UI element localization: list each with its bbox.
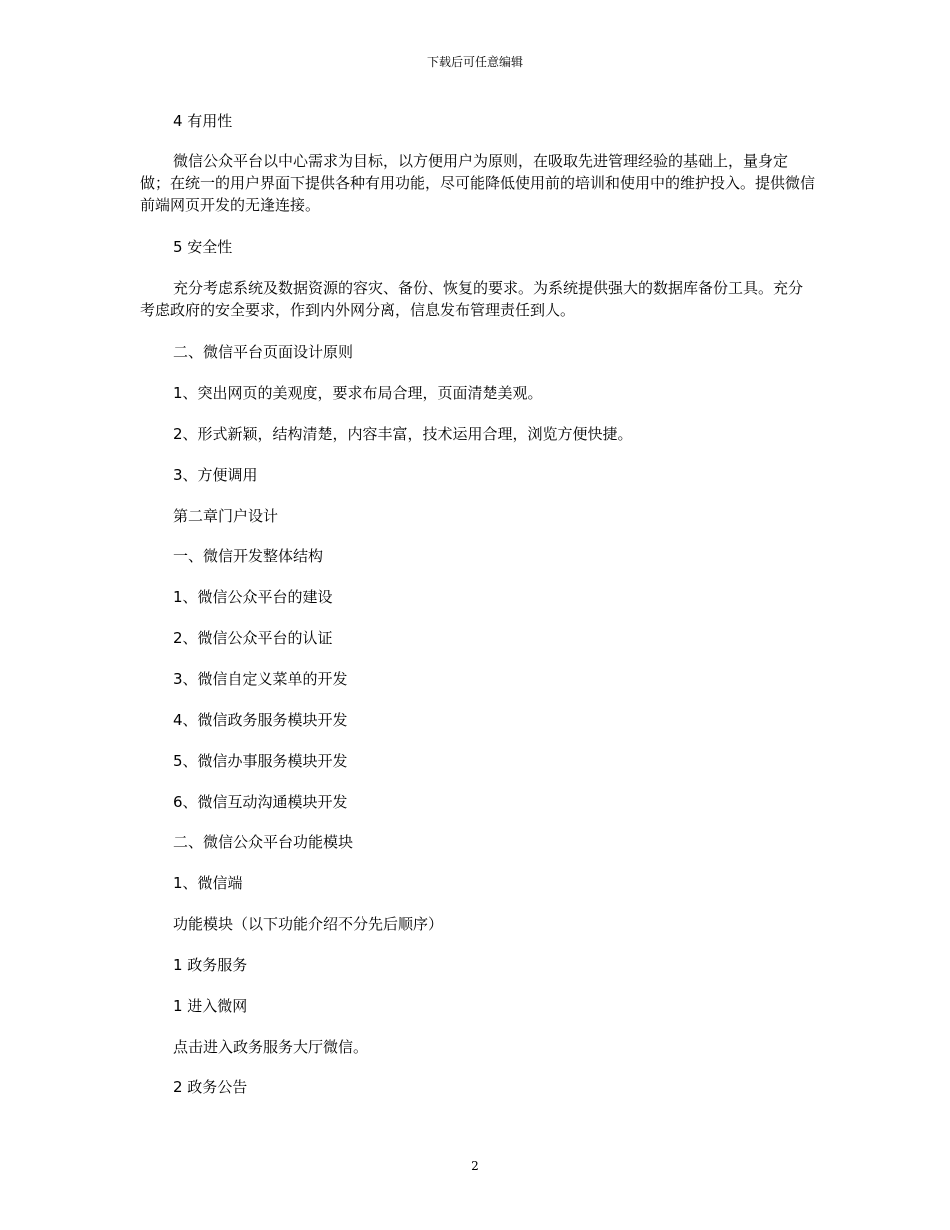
list-item: 1、突出网页的美观度，要求布局合理，页面清楚美观。 <box>173 384 543 402</box>
section-heading-page-design: 二、微信平台页面设计原则 <box>173 343 354 361</box>
list-item: 5、微信办事服务模块开发 <box>173 752 348 770</box>
section-heading-function-modules: 二、微信公众平台功能模块 <box>173 833 354 851</box>
list-item: 2、形式新颖，结构清楚，内容丰富，技术运用合理，浏览方便快捷。 <box>173 425 633 443</box>
list-item: 1、微信公众平台的建设 <box>173 588 333 606</box>
page-number: 2 <box>471 1159 479 1173</box>
usefulness-paragraph: 微信公众平台以中心需求为目标，以方便用户为原则，在吸取先进管理经验的基础上，量身定做；在统一的用户界面下提供各种有用功能，尽可能降低使用前的培训和使用中的维护投入。提供微信前端网页开发的无逢连接。 <box>140 152 816 214</box>
list-item: 2、微信公众平台的认证 <box>173 629 333 647</box>
chapter-heading: 第二章门户设计 <box>173 507 279 525</box>
security-paragraph: 充分考虑系统及数据资源的容灾、备份、恢复的要求。为系统提供强大的数据库备份工具。充分考虑政府的安全要求，作到内外网分离，信息发布管理责任到人。 <box>140 279 804 319</box>
list-item: 6、微信互动沟通模块开发 <box>173 793 348 811</box>
list-item: 1 进入微网 <box>173 997 248 1015</box>
page-header: 下载后可任意编辑 <box>426 55 523 69</box>
list-item: 3、方便调用 <box>173 466 258 484</box>
section-heading-security: 5 安全性 <box>173 238 233 256</box>
list-item: 1 政务服务 <box>173 956 248 974</box>
list-item: 功能模块（以下功能介绍不分先后顺序） <box>173 915 444 933</box>
list-item: 4、微信政务服务模块开发 <box>173 711 348 729</box>
list-item: 点击进入政务服务大厅微信。 <box>173 1038 369 1056</box>
list-item: 1、微信端 <box>173 874 243 892</box>
section-heading-usefulness: 4 有用性 <box>173 112 233 130</box>
list-item: 2 政务公告 <box>173 1078 248 1096</box>
section-heading-structure: 一、微信开发整体结构 <box>173 547 324 565</box>
list-item: 3、微信自定义菜单的开发 <box>173 670 348 688</box>
